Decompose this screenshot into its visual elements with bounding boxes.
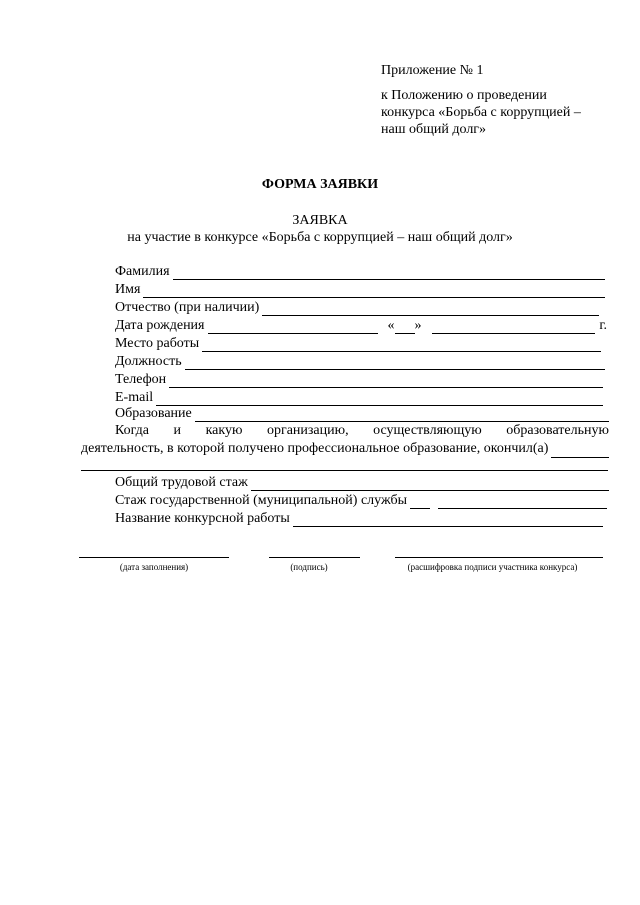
civil-service-years-field[interactable] <box>410 494 430 509</box>
education-row <box>115 405 609 422</box>
word: образовательную <box>506 423 609 438</box>
birth-year-field[interactable] <box>432 319 596 334</box>
work-title-row <box>115 510 603 527</box>
email-row <box>115 389 603 406</box>
patronymic-label: Отчество (при наличии) <box>115 300 260 315</box>
education-extra-line[interactable] <box>81 470 608 471</box>
application-title: ЗАЯВКА <box>292 213 348 228</box>
year-suffix: г. <box>599 318 607 333</box>
work-title-field[interactable] <box>293 512 603 527</box>
word: осуществляющую <box>373 423 482 438</box>
workplace-row <box>115 335 601 352</box>
position-row <box>115 353 605 370</box>
decoding-caption: (расшифровка подписи участника конкурса) <box>407 562 578 572</box>
position-field[interactable] <box>185 355 605 370</box>
form-title: ФОРМА ЗАЯВКИ <box>261 177 379 192</box>
surname-field[interactable] <box>173 265 605 280</box>
appendix-ref-line: к Положению о проведении <box>381 88 547 103</box>
civil-service-label: Стаж государственной (муниципальной) службы <box>115 493 407 508</box>
total-experience-field[interactable] <box>251 476 609 491</box>
total-experience-label: Общий трудовой стаж <box>115 475 248 490</box>
surname-label: Фамилия <box>115 264 170 279</box>
name-label: Имя <box>115 282 141 297</box>
application-subtitle: на участие в конкурсе «Борьба с коррупцией – наш общий долг» <box>127 230 513 245</box>
birth-date-row <box>115 317 607 334</box>
phone-row <box>115 371 603 388</box>
appendix-header <box>381 62 581 138</box>
email-label: E-mail <box>115 390 154 405</box>
quote-close: » <box>414 318 422 333</box>
decoding-line[interactable] <box>395 557 603 558</box>
education-detail-line1 <box>81 422 609 440</box>
name-row <box>115 281 605 298</box>
quote-open: « <box>387 318 395 333</box>
patronymic-field[interactable] <box>262 301 599 316</box>
education-label: Образование <box>115 406 192 421</box>
workplace-label: Место работы <box>115 336 200 351</box>
position-label: Должность <box>115 354 182 369</box>
date-line[interactable] <box>79 557 229 558</box>
word: Когда <box>115 423 150 438</box>
education-field[interactable] <box>195 407 609 422</box>
signature-line[interactable] <box>269 557 360 558</box>
total-experience-row <box>115 474 609 491</box>
patronymic-row <box>115 299 599 316</box>
appendix-ref-line: наш общий долг» <box>381 122 487 137</box>
workplace-field[interactable] <box>202 337 601 352</box>
civil-service-field[interactable] <box>438 494 607 509</box>
birth-day-num-field[interactable] <box>395 319 415 334</box>
education-detail-line2 <box>81 440 609 458</box>
education-detail <box>81 422 609 458</box>
appendix-ref-line: конкурса «Борьба с коррупцией – <box>381 105 581 120</box>
email-field[interactable] <box>156 391 603 406</box>
birth-day-field[interactable] <box>208 319 378 334</box>
phone-field[interactable] <box>169 373 603 388</box>
appendix-number: Приложение № 1 <box>381 63 484 78</box>
graduated-field[interactable] <box>551 443 609 458</box>
surname-row <box>115 263 605 280</box>
date-caption: (дата заполнения) <box>119 562 189 572</box>
work-title-label: Название конкурсной работы <box>115 511 290 526</box>
phone-label: Телефон <box>115 372 167 387</box>
birth-date-label: Дата рождения <box>115 318 205 333</box>
name-field[interactable] <box>143 283 605 298</box>
civil-service-row <box>115 492 607 509</box>
word: организацию, <box>266 423 349 438</box>
education-detail-text: деятельность, в которой получено профессиональное образование, окончил(а) <box>81 441 549 456</box>
word: и <box>173 423 182 438</box>
word: какую <box>205 423 243 438</box>
signature-caption: (подпись) <box>290 562 328 572</box>
